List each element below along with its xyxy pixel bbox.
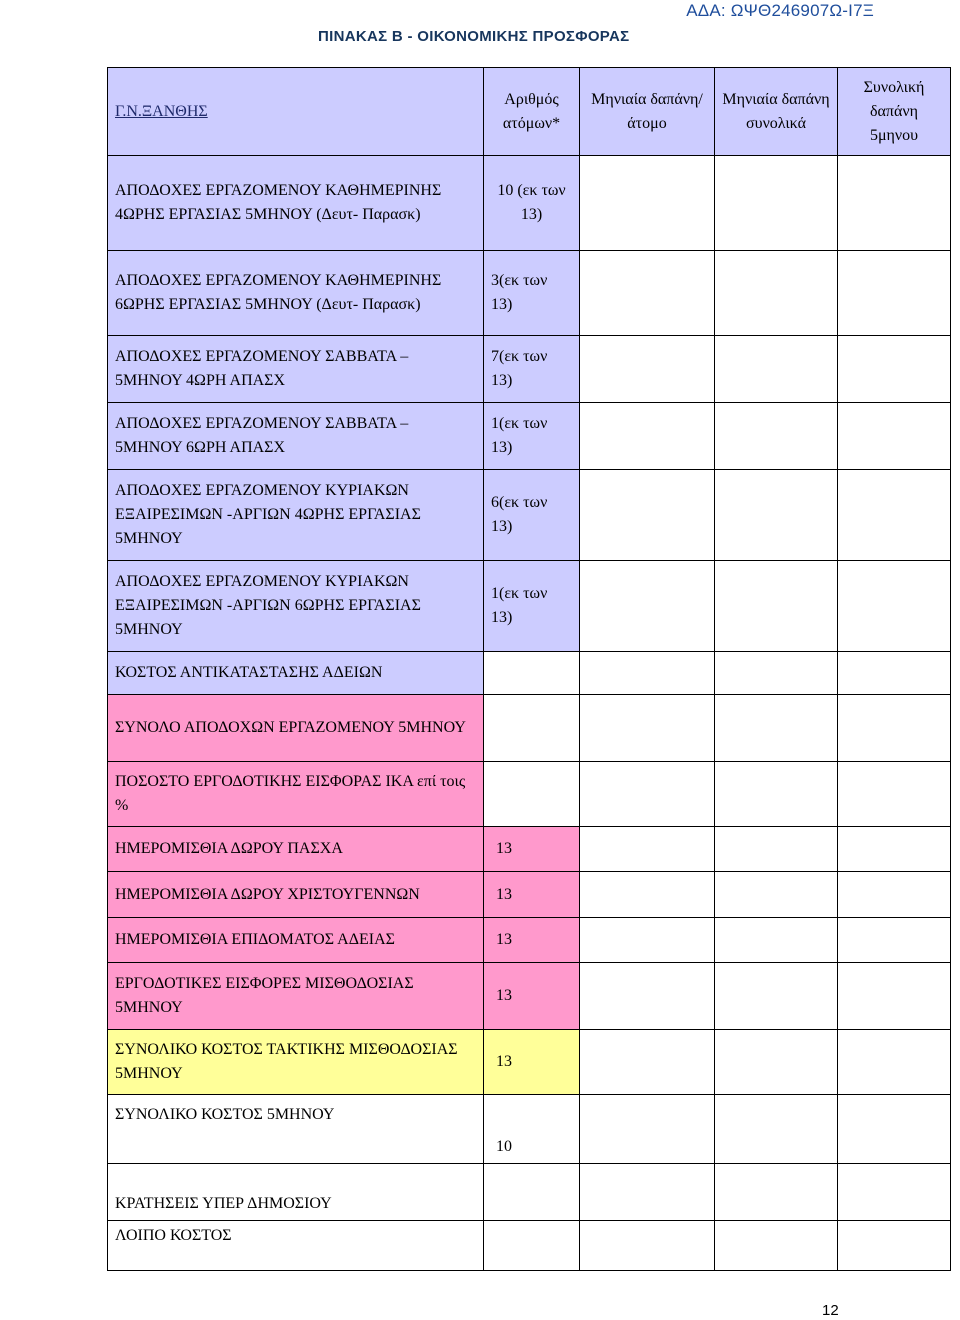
row-persons: 13 bbox=[484, 918, 580, 963]
row-total-5month bbox=[838, 336, 951, 403]
row-total-5month bbox=[838, 695, 951, 762]
table-row bbox=[108, 963, 951, 1030]
row-monthly-total bbox=[715, 1095, 838, 1164]
row-label: ΗΜΕΡΟΜΙΣΘΙΑ ΔΩΡΟΥ ΧΡΙΣΤΟΥΓΕΝΝΩΝ bbox=[108, 872, 484, 918]
row-persons: 7(εκ των 13) bbox=[484, 336, 580, 403]
row-monthly-per-person bbox=[580, 872, 715, 918]
row-label: ΣΥΝΟΛΟ ΑΠΟΔΟΧΩΝ ΕΡΓΑΖΟΜΕΝΟΥ 5ΜΗΝΟΥ bbox=[108, 695, 484, 762]
table-row bbox=[108, 403, 951, 470]
row-total-5month bbox=[838, 1221, 951, 1271]
table-row bbox=[108, 827, 951, 872]
table-row bbox=[108, 762, 951, 827]
agency-cell bbox=[108, 68, 484, 156]
table-row bbox=[108, 336, 951, 403]
row-monthly-per-person bbox=[580, 156, 715, 251]
row-persons: 10 (εκ των 13) bbox=[484, 156, 580, 251]
row-monthly-total bbox=[715, 1030, 838, 1095]
row-persons: 13 bbox=[484, 1030, 580, 1095]
row-total-5month bbox=[838, 1030, 951, 1095]
row-label: ΣΥΝΟΛΙΚΟ ΚΟΣΤΟΣ ΤΑΚΤΙΚΗΣ ΜΙΣΘΟΔΟΣΙΑΣ 5ΜΗΝΟΥ bbox=[108, 1030, 484, 1095]
row-monthly-total bbox=[715, 918, 838, 963]
row-persons: 13 bbox=[484, 872, 580, 918]
row-monthly-total bbox=[715, 695, 838, 762]
page-title: ΠΙΝΑΚΑΣ Β - ΟΙΚΟΝΟΜΙΚΗΣ ΠΡΟΣΦΟΡΑΣ bbox=[318, 28, 630, 45]
row-total-5month bbox=[838, 156, 951, 251]
row-total-5month bbox=[838, 827, 951, 872]
row-persons: 6(εκ των 13) bbox=[484, 470, 580, 561]
row-monthly-total bbox=[715, 1164, 838, 1221]
table-row bbox=[108, 1095, 951, 1164]
row-label: ΗΜΕΡΟΜΙΣΘΙΑ ΕΠΙΔΟΜΑΤΟΣ ΑΔΕΙΑΣ bbox=[108, 918, 484, 963]
table-row bbox=[108, 652, 951, 695]
row-monthly-total bbox=[715, 963, 838, 1030]
offer-table bbox=[107, 67, 951, 1271]
ada-code: ΑΔΑ: ΩΨΘ246907Ω-Ι7Ξ bbox=[686, 1, 874, 20]
row-label: ΚΡΑΤΗΣΕΙΣ ΥΠΕΡ ΔΗΜΟΣΙΟΥ bbox=[108, 1164, 484, 1221]
row-monthly-per-person bbox=[580, 251, 715, 336]
row-total-5month bbox=[838, 251, 951, 336]
row-persons: 10 bbox=[484, 1095, 580, 1164]
table-row bbox=[108, 695, 951, 762]
row-persons bbox=[484, 695, 580, 762]
row-persons: 3(εκ των 13) bbox=[484, 251, 580, 336]
row-monthly-per-person bbox=[580, 403, 715, 470]
row-monthly-total bbox=[715, 827, 838, 872]
row-label: ΕΡΓΟΔΟΤΙΚΕΣ ΕΙΣΦΟΡΕΣ ΜΙΣΘΟΔΟΣΙΑΣ 5ΜΗΝΟΥ bbox=[108, 963, 484, 1030]
row-persons bbox=[484, 652, 580, 695]
row-monthly-per-person bbox=[580, 1095, 715, 1164]
col-header-persons: Αριθμός ατόμων* bbox=[484, 68, 580, 156]
row-total-5month bbox=[838, 561, 951, 652]
header-row bbox=[108, 68, 951, 156]
row-monthly-total bbox=[715, 251, 838, 336]
col-header-monthly-total: Μηνιαία δαπάνη συνολικά bbox=[715, 68, 838, 156]
row-monthly-total bbox=[715, 652, 838, 695]
table-row bbox=[108, 1030, 951, 1095]
row-monthly-total bbox=[715, 470, 838, 561]
row-monthly-per-person bbox=[580, 561, 715, 652]
row-monthly-per-person bbox=[580, 1030, 715, 1095]
col-header-monthly-per-person: Μηνιαία δαπάνη/άτομο bbox=[580, 68, 715, 156]
row-monthly-per-person bbox=[580, 1164, 715, 1221]
row-label: ΛΟΙΠΟ ΚΟΣΤΟΣ bbox=[108, 1221, 484, 1271]
table-row bbox=[108, 1164, 951, 1221]
row-label: ΚΟΣΤΟΣ ΑΝΤΙΚΑΤΑΣΤΑΣΗΣ ΑΔΕΙΩΝ bbox=[108, 652, 484, 695]
table-row bbox=[108, 470, 951, 561]
page-number: 12 bbox=[822, 1302, 839, 1319]
row-total-5month bbox=[838, 1164, 951, 1221]
row-monthly-total bbox=[715, 762, 838, 827]
row-monthly-per-person bbox=[580, 336, 715, 403]
agency-name: Γ.Ν.ΞΑΝΘΗΣ bbox=[115, 102, 208, 120]
table-row bbox=[108, 1221, 951, 1271]
row-monthly-total bbox=[715, 336, 838, 403]
row-total-5month bbox=[838, 963, 951, 1030]
row-persons: 13 bbox=[484, 963, 580, 1030]
row-monthly-total bbox=[715, 1221, 838, 1271]
row-monthly-total bbox=[715, 156, 838, 251]
table-row bbox=[108, 872, 951, 918]
table-row bbox=[108, 251, 951, 336]
row-total-5month bbox=[838, 470, 951, 561]
row-label: ΗΜΕΡΟΜΙΣΘΙΑ ΔΩΡΟΥ ΠΑΣΧΑ bbox=[108, 827, 484, 872]
row-total-5month bbox=[838, 918, 951, 963]
row-monthly-per-person bbox=[580, 963, 715, 1030]
row-monthly-per-person bbox=[580, 470, 715, 561]
row-label: ΑΠΟΔΟΧΕΣ ΕΡΓΑΖΟΜΕΝΟΥ ΚΑΘΗΜΕΡΙΝΗΣ 6ΩΡΗΣ ΕΡΓΑΣΙΑΣ 5ΜΗΝΟΥ (Δευτ- Παρασκ) bbox=[108, 251, 484, 336]
row-total-5month bbox=[838, 1095, 951, 1164]
row-persons: 1(εκ των 13) bbox=[484, 403, 580, 470]
row-label: ΑΠΟΔΟΧΕΣ ΕΡΓΑΖΟΜΕΝΟΥ ΚΑΘΗΜΕΡΙΝΗΣ 4ΩΡΗΣ ΕΡΓΑΣΙΑΣ 5ΜΗΝΟΥ (Δευτ- Παρασκ) bbox=[108, 156, 484, 251]
row-monthly-per-person bbox=[580, 827, 715, 872]
row-monthly-per-person bbox=[580, 1221, 715, 1271]
row-persons: 1(εκ των 13) bbox=[484, 561, 580, 652]
row-label: ΠΟΣΟΣΤΟ ΕΡΓΟΔΟΤΙΚΗΣ ΕΙΣΦΟΡΑΣ ΙΚΑ επί τοις % bbox=[108, 762, 484, 827]
table-row bbox=[108, 561, 951, 652]
table-row bbox=[108, 156, 951, 251]
row-monthly-total bbox=[715, 872, 838, 918]
row-total-5month bbox=[838, 872, 951, 918]
row-label: ΑΠΟΔΟΧΕΣ ΕΡΓΑΖΟΜΕΝΟΥ ΣΑΒΒΑΤΑ – 5ΜΗΝΟΥ 4ΩΡΗ ΑΠΑΣΧ bbox=[108, 336, 484, 403]
row-monthly-per-person bbox=[580, 695, 715, 762]
row-monthly-total bbox=[715, 561, 838, 652]
row-persons bbox=[484, 1164, 580, 1221]
row-label: ΑΠΟΔΟΧΕΣ ΕΡΓΑΖΟΜΕΝΟΥ ΚΥΡΙΑΚΩΝ ΕΞΑΙΡΕΣΙΜΩΝ -ΑΡΓΙΩΝ 6ΩΡΗΣ ΕΡΓΑΣΙΑΣ 5ΜΗΝΟΥ bbox=[108, 561, 484, 652]
row-monthly-per-person bbox=[580, 918, 715, 963]
row-persons: 13 bbox=[484, 827, 580, 872]
table-row bbox=[108, 918, 951, 963]
row-monthly-total bbox=[715, 403, 838, 470]
row-monthly-per-person bbox=[580, 762, 715, 827]
row-total-5month bbox=[838, 403, 951, 470]
row-label: ΑΠΟΔΟΧΕΣ ΕΡΓΑΖΟΜΕΝΟΥ ΚΥΡΙΑΚΩΝ ΕΞΑΙΡΕΣΙΜΩΝ -ΑΡΓΙΩΝ 4ΩΡΗΣ ΕΡΓΑΣΙΑΣ 5ΜΗΝΟΥ bbox=[108, 470, 484, 561]
row-total-5month bbox=[838, 762, 951, 827]
row-label: ΑΠΟΔΟΧΕΣ ΕΡΓΑΖΟΜΕΝΟΥ ΣΑΒΒΑΤΑ – 5ΜΗΝΟΥ 6ΩΡΗ ΑΠΑΣΧ bbox=[108, 403, 484, 470]
row-persons bbox=[484, 762, 580, 827]
row-total-5month bbox=[838, 652, 951, 695]
col-header-total-5month: Συνολική δαπάνη 5μηνου bbox=[838, 68, 951, 156]
row-persons bbox=[484, 1221, 580, 1271]
row-label: ΣΥΝΟΛΙΚΟ ΚΟΣΤΟΣ 5ΜΗΝΟΥ bbox=[108, 1095, 484, 1164]
row-monthly-per-person bbox=[580, 652, 715, 695]
